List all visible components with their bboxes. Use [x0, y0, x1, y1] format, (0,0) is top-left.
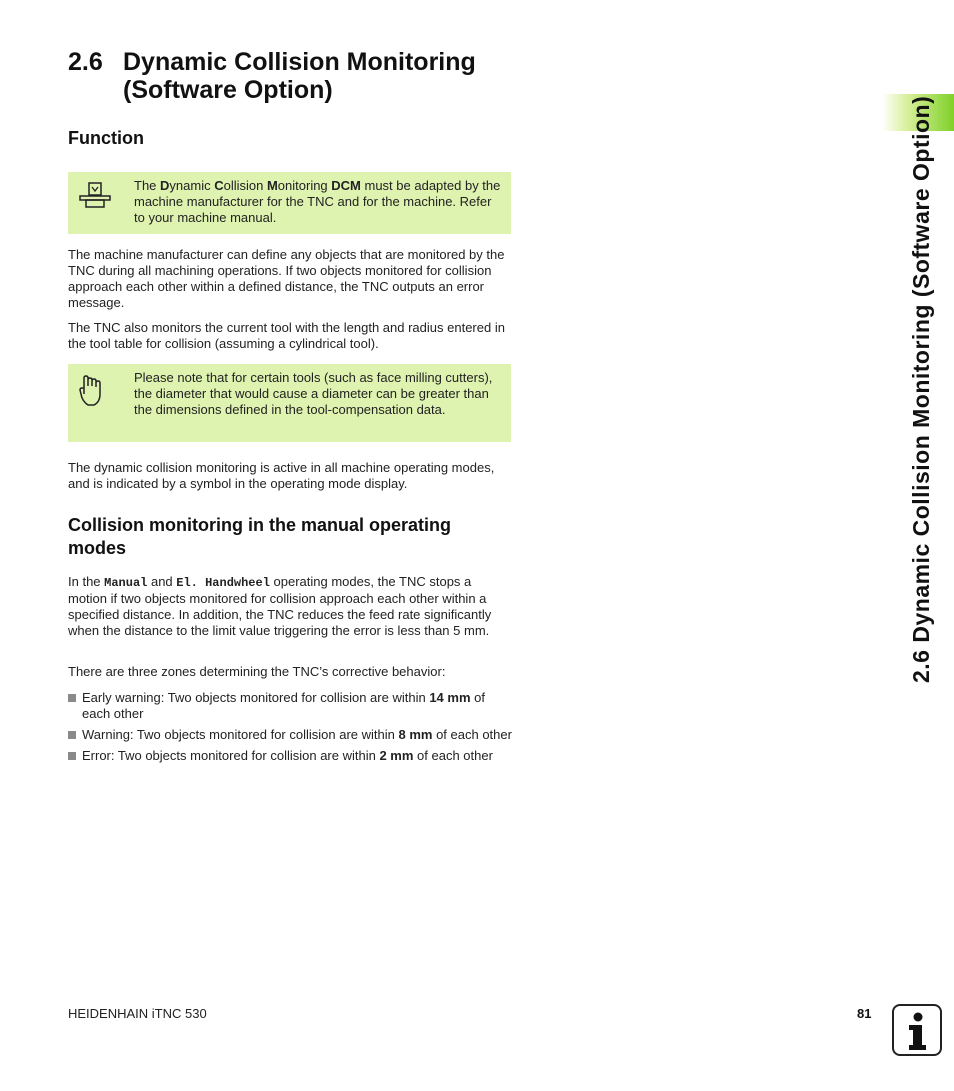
machine-note-box	[68, 172, 511, 234]
tool-note-text: Please note that for certain tools (such as face milling cutters), the diameter that would cause a diameter can be greater than the dimensions defined in the tool-compensation data.	[134, 370, 493, 417]
tool-note-box	[68, 364, 511, 442]
manual-modes-heading: Collision monitoring in the manual operating modes	[68, 515, 452, 558]
title-line-1: Dynamic Collision Monitoring	[123, 48, 476, 76]
info-button[interactable]	[892, 1004, 942, 1056]
manual-paragraph-1: In the Manual and El. Handwheel operating modes, the TNC stops a motion if two objects monitored for collision approach each other within a specified distance. In addition, the TNC reduces the feed rate significantly when the distance to the limit value triggering the error is less than 5 mm.	[68, 574, 492, 638]
title-line-2: (Software Option)	[123, 76, 333, 104]
machine-note-text: The Dynamic Collision Monitoring DCM must be adapted by the machine manufacturer for the TNC and for the machine. Refer to your machine manual.	[134, 178, 501, 225]
function-paragraph-2: The TNC also monitors the current tool with the length and radius entered in the tool table for collision (assuming a cylindrical tool).	[68, 320, 505, 351]
function-heading: Function	[68, 128, 144, 148]
machine-manual-icon	[78, 181, 112, 209]
section-number: 2.6	[68, 48, 103, 76]
list-item: Error: Two objects monitored for collision are within 2 mm of each other	[68, 748, 513, 764]
function-paragraph-3: The dynamic collision monitoring is active in all machine operating modes, and is indicated by a symbol in the operating mode display.	[68, 460, 495, 491]
manual-paragraph-2: There are three zones determining the TNC’s corrective behavior:	[68, 664, 446, 679]
footer-product-name: HEIDENHAIN iTNC 530	[68, 1006, 207, 1021]
bullet-square-icon	[68, 694, 76, 702]
zones-list	[68, 690, 513, 769]
pointing-hand-icon	[78, 374, 104, 410]
page-number: 81	[857, 1006, 872, 1021]
function-paragraph-1: The machine manufacturer can define any objects that are monitored by the TNC during all machining operations. If two objects monitored for collision approach each other within a defined distance, the TNC outputs an error message.	[68, 247, 505, 310]
info-icon	[894, 1006, 940, 1054]
running-header-vertical: 2.6 Dynamic Collision Monitoring (Software Option)	[908, 95, 934, 683]
bullet-square-icon	[68, 731, 76, 739]
list-item: Warning: Two objects monitored for collision are within 8 mm of each other	[68, 727, 513, 743]
list-item: Early warning: Two objects monitored for collision are within 14 mm of each other	[68, 690, 513, 722]
page-title	[68, 48, 476, 104]
bullet-square-icon	[68, 752, 76, 760]
